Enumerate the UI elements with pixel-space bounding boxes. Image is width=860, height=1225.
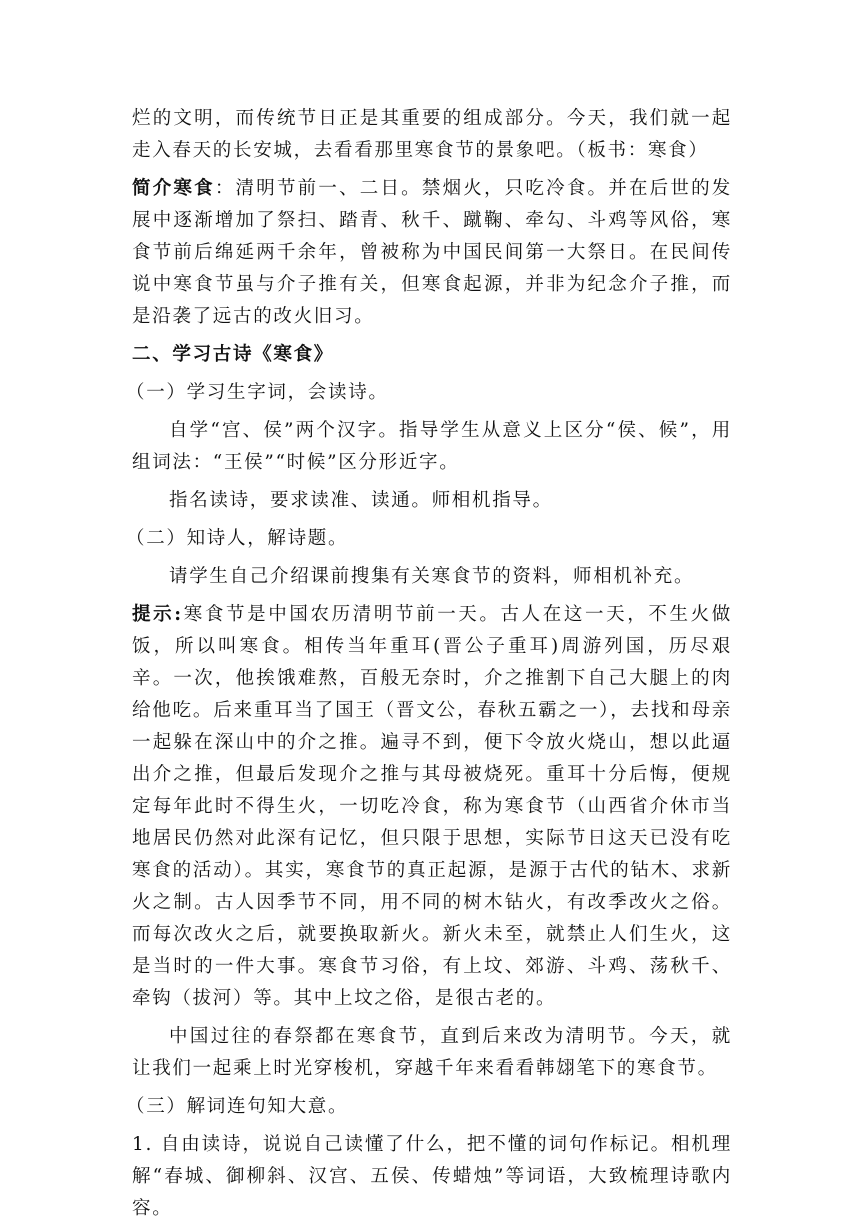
- paragraph-intro: 烂的文明，而传统节日正是其重要的组成部分。今天，我们就一起走入春天的长安城，去看看那里寒食节的景象吧。（板书：寒食）: [132, 108, 732, 161]
- paragraph-hanshi-intro: [132, 173, 732, 333]
- hint-text: 寒食节是中国农历清明节前一天。古人在这一天，不生火做饭，所以叫寒食。相传当年重耳(晋公子重耳)周游列国，历尽艰辛。一次，他挨饿难熬，百般无奈时，介之推割下自己大腿上的肉给他吃。后来重耳当了国王（晋文公，春秋五霸之一），去找和母亲一起躲在深山中的介之推。遍寻不到，便下令放火烧山，想以此逼出介之推，但最后发现介之推与其母被烧死。重耳十分后悔，便规定每年此时不得生火，一切吃冷食，称为寒食节（山西省介休市当地居民仍然对此深有记忆，但只限于思想，实际节日这天已没有吃寒食的活动）。其实，寒食节的真正起源，是源于古代的钻木、求新火之制。古人因季节不同，用不同的树木钻火，有改季改火之俗。而每次改火之后，就要换取新火。新火未至，就禁止人们生火，这是当时的一件大事。寒食节习俗，有上坟、郊游、斗鸡、荡秋千、牵钩（拔河）等。其中上坟之俗，是很古老的。: [132, 604, 732, 1009]
- section-heading-learn-poem: 二、学习古诗《寒食》: [132, 344, 335, 365]
- paragraph-spring-festival: 中国过往的春祭都在寒食节，直到后来改为清明节。今天，就让我们一起乘上时光穿梭机，穿越千年来看看韩翃笔下的寒食节。: [132, 1026, 732, 1079]
- paragraph-free-reading: 1. 自由读诗，说说自己读懂了什么，把不懂的词句作标记。相机理解“春城、御柳斜、汉宫、五侯、传蜡烛”等词语，大致梳理诗歌内容。: [132, 1134, 732, 1219]
- hint-label: 提示:: [132, 604, 183, 625]
- hanshi-intro-text: ：清明节前一、二日。禁烟火，只吃冷食。并在后世的发展中逐渐增加了祭扫、踏青、秋千、蹴鞠、牵勾、斗鸡等风俗，寒食节前后绵延两千余年，曾被称为中国民间第一大祭日。在民间传说中寒食节虽与介子推有关，但寒食起源，并非为纪念介子推，而是沿袭了远古的改火旧习。: [132, 178, 732, 327]
- subheading-vocabulary: （一）学习生字词，会读诗。: [126, 382, 389, 403]
- hanshi-intro-label: 简介寒食: [132, 178, 215, 199]
- paragraph-student-intro: 请学生自己介绍课前搜集有关寒食节的资料，师相机补充。: [169, 566, 695, 587]
- subheading-meaning: （三）解词连句知大意。: [126, 1096, 349, 1117]
- paragraph-characters: 自学“宫、侯”两个汉字。指导学生从意义上区分“侯、候”，用组词法：“王侯”“时候”区分形近字。: [132, 420, 732, 473]
- paragraph-hint: [132, 599, 732, 1015]
- document-body: [126, 103, 732, 1225]
- subheading-poet-title: （二）知诗人，解诗题。: [126, 528, 349, 549]
- paragraph-reading: 指名读诗，要求读准、读通。师相机指导。: [169, 490, 553, 511]
